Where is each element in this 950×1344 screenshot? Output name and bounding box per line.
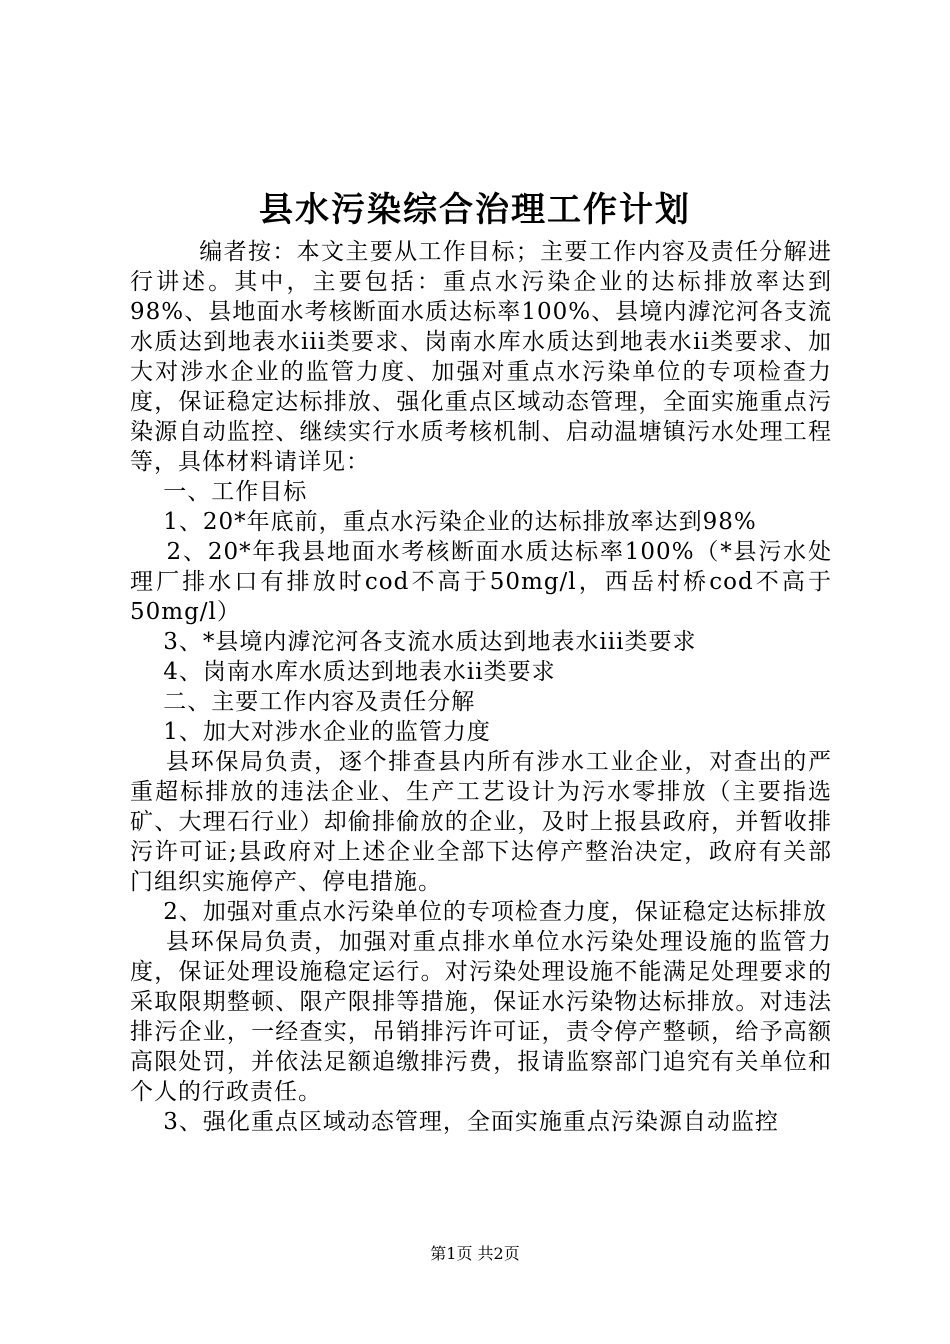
task-body-2: 县环保局负责，加强对重点排水单位水污染处理设施的监管力度，保证处理设施稳定运行。对污染处理设施不能满足处理要求的采取限期整顿、限产限排等措施，保证水污染物达标排放。对违法排污企业，一经查实，吊销排污许可证，责令停产整顿，给予高额高限处罚，并依法足额追缴排污费，报请监察部门追究有关单位和个人的行政责任。: [130, 929, 832, 1105]
goal-item-2: 2、20*年我县地面水考核断面水质达标率100%（*县污水处理厂排水口有排放时cod不高于50mg/l，西岳村桥cod不高于50mg/l）: [130, 539, 832, 625]
page-footer: 第1页 共2页: [430, 1244, 520, 1263]
goal-item-3: 3、*县境内滹沱河各支流水质达到地表水iii类要求: [130, 629, 697, 655]
heading-main-tasks: 二、主要工作内容及责任分解: [130, 689, 476, 715]
task-heading-3: 3、强化重点区域动态管理，全面实施重点污染源自动监控: [130, 1109, 779, 1135]
goal-item-1: 1、20*年底前，重点水污染企业的达标排放率达到98%: [130, 509, 757, 535]
document-title: 县水污染综合治理工作计划: [259, 190, 691, 230]
heading-work-goals: 一、工作目标: [130, 479, 308, 505]
task-body-1: 县环保局负责，逐个排查县内所有涉水工业企业，对查出的严重超标排放的违法企业、生产工艺设计为污水零排放（主要指选矿、大理石行业）却偷排偷放的企业，及时上报县政府，并暂收排污许可证;县政府对上述企业全部下达停产整治决定，政府有关部门组织实施停产、停电措施。: [130, 749, 832, 895]
paragraph-editor-note: 编者按：本文主要从工作目标；主要工作内容及责任分解进行讲述。其中，主要包括：重点水污染企业的达标排放率达到98%、县地面水考核断面水质达标率100%、县境内滹沱河各支流水质达到地表水iii类要求、岗南水库水质达到地表水ii类要求、加大对涉水企业的监管力度、加强对重点水污染单位的专项检查力度，保证稳定达标排放、强化重点区域动态管理，全面实施重点污染源自动监控、继续实行水质考核机制、启动温塘镇污水处理工程等，具体材料请详见：: [130, 239, 832, 475]
task-heading-1: 1、加大对涉水企业的监管力度: [130, 719, 491, 745]
goal-item-4: 4、岗南水库水质达到地表水ii类要求: [130, 659, 556, 685]
task-heading-2: 2、加强对重点水污染单位的专项检查力度，保证稳定达标排放: [130, 899, 827, 925]
document-body: [130, 237, 832, 1137]
